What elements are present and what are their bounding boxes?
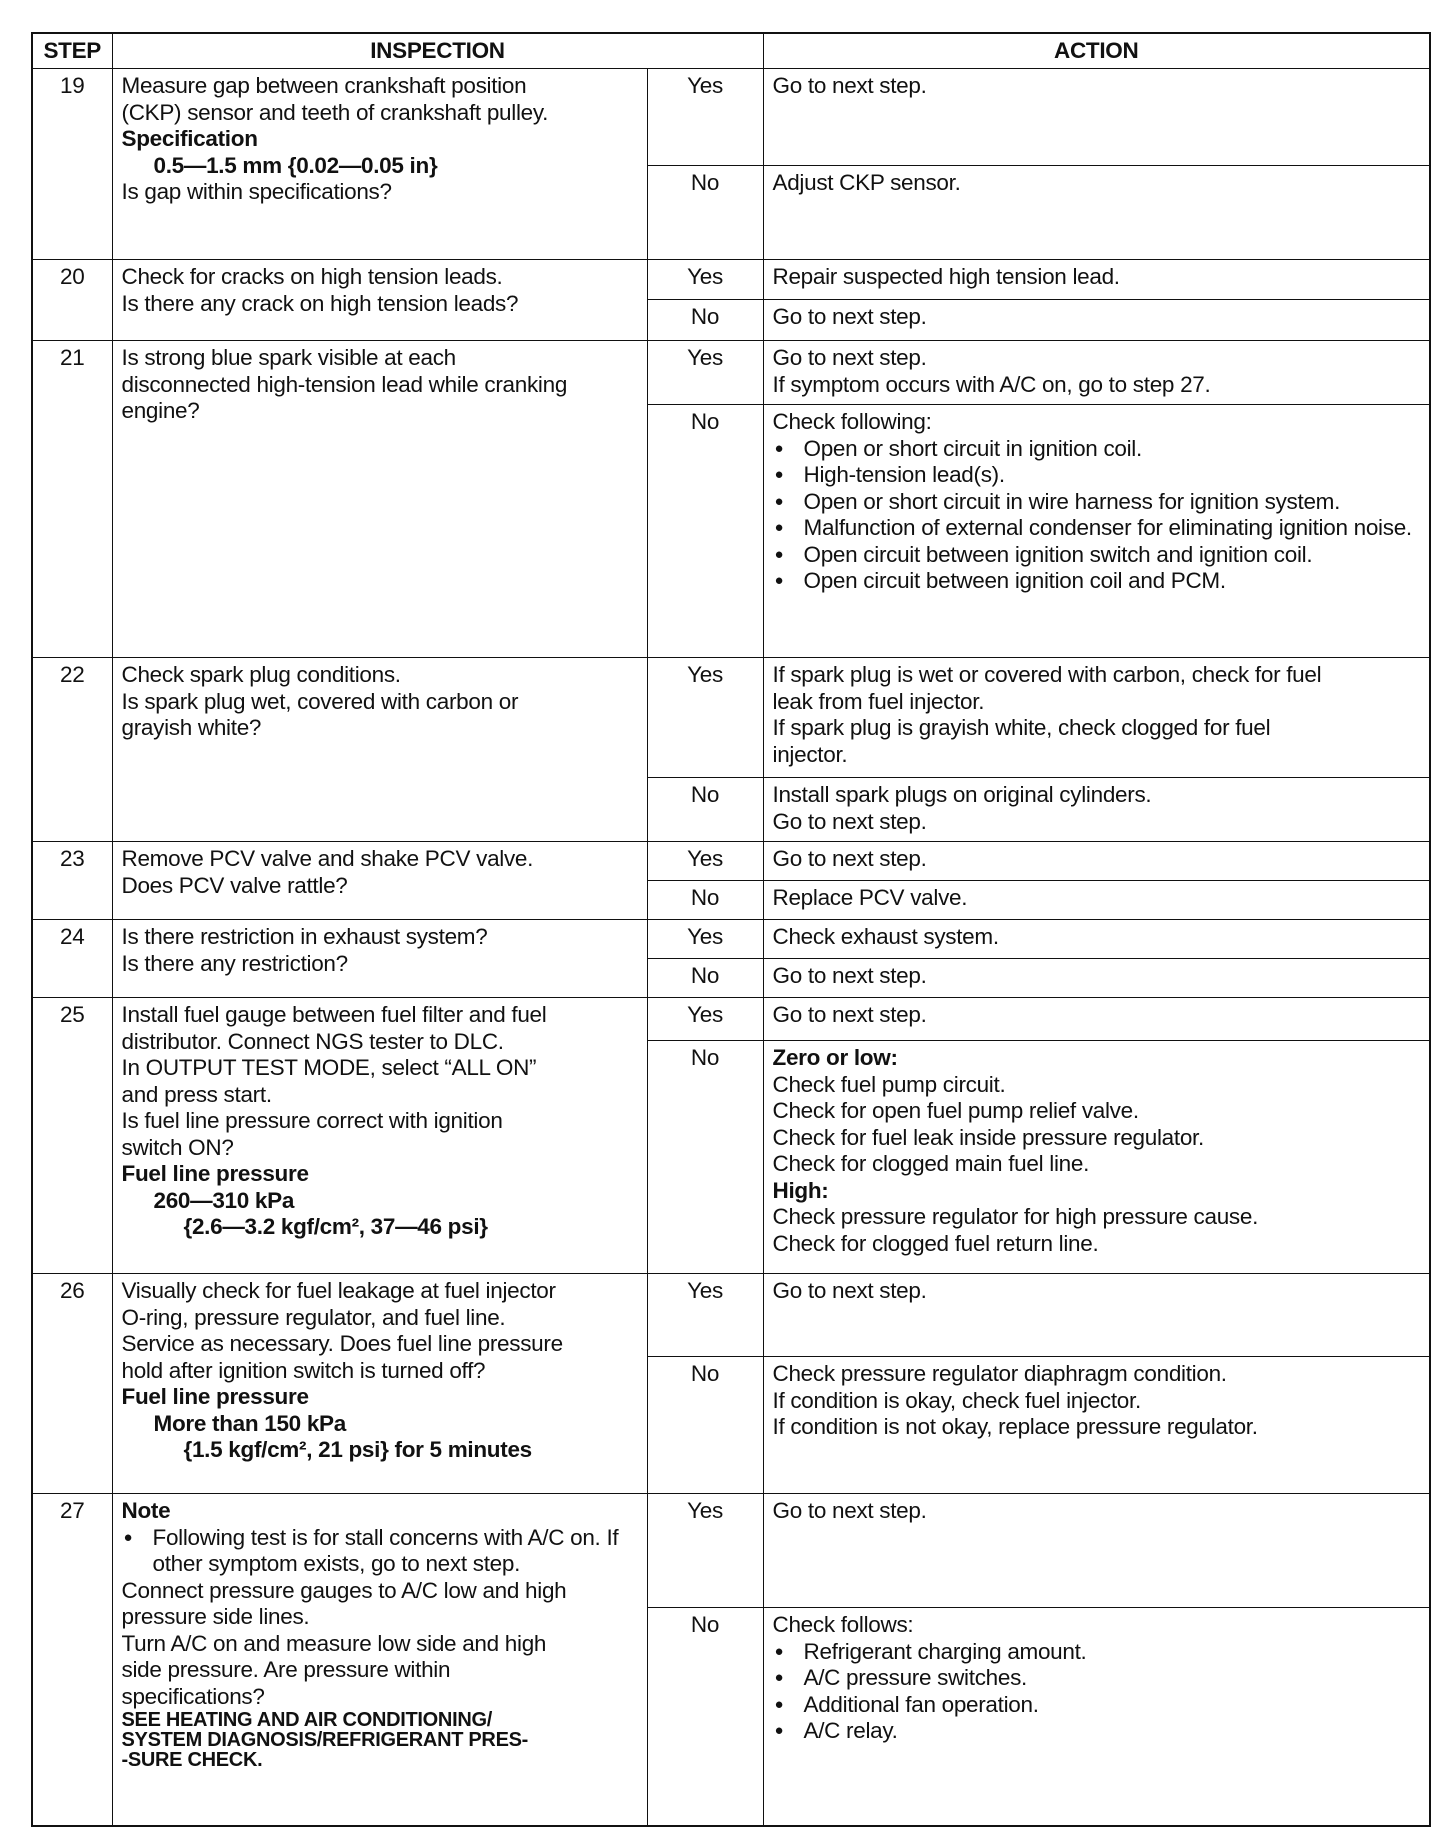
yes-label: Yes — [647, 260, 763, 300]
bold-text — [122, 1498, 638, 1525]
bold-text — [122, 153, 638, 180]
text-line: 0.5—1.5 mm {0.02—0.05 in} — [153, 152, 438, 178]
text-line: Go to next step. — [772, 1002, 927, 1027]
step-number: 19 — [32, 69, 112, 260]
text-block — [122, 1002, 638, 1161]
inspection-cell — [112, 1274, 647, 1494]
text-line: In OUTPUT TEST MODE, select “ALL ON” — [121, 1055, 537, 1080]
bullet-item: ● Additional fan operation. — [773, 1692, 1421, 1719]
text-line: -SURE CHECK. — [121, 1749, 263, 1771]
text-block — [773, 1361, 1421, 1441]
bold-text — [773, 1178, 1421, 1205]
no-action — [763, 1608, 1430, 1826]
no-label: No — [647, 1041, 763, 1274]
bullet-item: ● High-tension lead(s). — [773, 462, 1421, 489]
text-line: switch ON? — [121, 1134, 234, 1160]
text-line: Go to next step. — [772, 808, 927, 834]
text-line: Install fuel gauge between fuel filter and fuel — [121, 1002, 547, 1027]
header-step: STEP — [32, 33, 112, 69]
text-line: Service as necessary. Does fuel line pressure — [121, 1331, 563, 1356]
bullet-item: ● A/C relay. — [773, 1718, 1421, 1745]
step-number: 22 — [32, 658, 112, 842]
step-number: 21 — [32, 341, 112, 658]
text-line: leak from fuel injector. — [772, 688, 985, 714]
bold-text — [122, 1188, 638, 1215]
step-number: 25 — [32, 998, 112, 1274]
yes-action — [763, 341, 1430, 405]
no-label: No — [647, 166, 763, 260]
bold-text — [122, 1411, 638, 1438]
step-row-yes — [32, 1274, 1430, 1357]
text-block — [773, 662, 1421, 768]
no-action — [763, 778, 1430, 842]
text-block — [122, 662, 638, 742]
text-line: Go to next step. — [772, 1498, 927, 1523]
text-line: Connect pressure gauges to A/C low and high — [121, 1577, 567, 1603]
text-line: Check for clogged main fuel line. — [772, 1151, 1090, 1176]
header-action: ACTION — [763, 33, 1430, 69]
text-line: Turn A/C on and measure low side and high — [121, 1630, 547, 1656]
bullet-item: ● Following test is for stall concerns with A/C on. If other symptom exists, go to next step. — [122, 1525, 638, 1578]
text-line: Is strong blue spark visible at each — [121, 345, 456, 370]
no-action — [763, 959, 1430, 998]
no-action — [763, 300, 1430, 341]
text-line: Check exhaust system. — [772, 924, 999, 949]
text-line: SEE HEATING AND AIR CONDITIONING/ — [121, 1709, 492, 1731]
text-line: More than 150 kPa — [153, 1410, 346, 1436]
text-block — [773, 73, 1421, 100]
text-line: {2.6—3.2 kgf/cm², 37—46 psi} — [183, 1214, 488, 1239]
no-action — [763, 881, 1430, 920]
bold-text — [122, 1214, 638, 1241]
text-line: Go to next step. — [772, 345, 927, 370]
text-block — [773, 170, 1421, 197]
no-label: No — [647, 300, 763, 341]
text-line: Zero or low: — [772, 1045, 898, 1070]
text-block — [773, 963, 1421, 990]
no-label: No — [647, 881, 763, 920]
bullet-item: ● Refrigerant charging amount. — [773, 1639, 1421, 1666]
step-number: 27 — [32, 1494, 112, 1826]
text-line: O-ring, pressure regulator, and fuel line. — [121, 1304, 506, 1330]
text-line: Is gap within specifications? — [121, 179, 392, 204]
inspection-cell — [112, 842, 647, 920]
bold-text — [122, 1437, 638, 1464]
step-row-yes — [32, 1494, 1430, 1608]
text-line: Check follows: — [772, 1612, 914, 1637]
yes-label: Yes — [647, 658, 763, 778]
no-label: No — [647, 1357, 763, 1494]
yes-label: Yes — [647, 920, 763, 959]
text-block — [122, 846, 638, 899]
text-block — [122, 924, 638, 977]
text-line: Go to next step. — [772, 1278, 927, 1303]
step-row-yes — [32, 341, 1430, 405]
yes-action — [763, 1494, 1430, 1608]
text-line: SYSTEM DIAGNOSIS/REFRIGERANT PRES- — [121, 1729, 529, 1751]
yes-label: Yes — [647, 998, 763, 1041]
text-block — [773, 304, 1421, 331]
text-line: Check pressure regulator diaphragm condition. — [772, 1361, 1227, 1386]
text-line: hold after ignition switch is turned off? — [121, 1357, 486, 1383]
text-block — [122, 345, 638, 425]
text-line: specifications? — [121, 1683, 265, 1709]
text-block — [773, 264, 1421, 291]
inspection-cell — [112, 341, 647, 658]
text-line: Is there any crack on high tension leads? — [121, 290, 519, 316]
yes-label: Yes — [647, 69, 763, 166]
bold-text — [122, 1161, 638, 1188]
no-action — [763, 1041, 1430, 1274]
inspection-cell — [112, 658, 647, 842]
text-block — [773, 345, 1421, 398]
step-row-yes — [32, 920, 1430, 959]
no-label: No — [647, 405, 763, 658]
step-number: 24 — [32, 920, 112, 998]
text-line: If condition is not okay, replace pressure regulator. — [772, 1414, 1258, 1439]
diagnostic-table — [31, 32, 1431, 1827]
yes-label: Yes — [647, 1494, 763, 1608]
text-block — [122, 1278, 638, 1384]
text-block — [773, 409, 1421, 436]
text-line: Is there restriction in exhaust system? — [121, 924, 488, 949]
text-line: Remove PCV valve and shake PCV valve. — [121, 846, 534, 871]
text-block — [773, 885, 1421, 912]
yes-label: Yes — [647, 1274, 763, 1357]
bullet-item: ● Open circuit between ignition switch and ignition coil. — [773, 542, 1421, 569]
bullet-list — [773, 1639, 1421, 1745]
text-line: 260—310 kPa — [153, 1187, 295, 1213]
text-line: Check spark plug conditions. — [121, 662, 401, 687]
yes-action — [763, 658, 1430, 778]
yes-label: Yes — [647, 842, 763, 881]
inspection-cell — [112, 260, 647, 341]
text-line: Check pressure regulator for high pressure cause. — [772, 1204, 1259, 1229]
text-line: If spark plug is wet or covered with carbon, check for fuel — [772, 662, 1322, 687]
text-line: Does PCV valve rattle? — [121, 872, 348, 898]
step-number: 23 — [32, 842, 112, 920]
text-line: Check for fuel leak inside pressure regulator. — [772, 1124, 1204, 1150]
text-line: Fuel line pressure — [121, 1161, 309, 1186]
yes-action — [763, 998, 1430, 1041]
reference-note — [122, 1710, 638, 1770]
text-line: grayish white? — [121, 715, 262, 740]
step-row-yes — [32, 658, 1430, 778]
text-line: pressure side lines. — [121, 1604, 310, 1629]
no-action — [763, 166, 1430, 260]
bullet-list — [773, 436, 1421, 595]
text-block — [773, 1498, 1421, 1525]
text-line: injector. — [772, 741, 848, 767]
text-line: distributor. Connect NGS tester to DLC. — [121, 1028, 504, 1054]
inspection-cell — [112, 69, 647, 260]
text-line: Check for cracks on high tension leads. — [121, 264, 503, 289]
yes-action — [763, 842, 1430, 881]
bold-text — [773, 1045, 1421, 1072]
text-line: Check following: — [772, 409, 932, 434]
bullet-item: ● Open or short circuit in wire harness for ignition system. — [773, 489, 1421, 516]
text-line: side pressure. Are pressure within — [121, 1657, 451, 1682]
text-block — [773, 1072, 1421, 1178]
text-line: disconnected high-tension lead while cranking — [121, 371, 568, 397]
text-line: High: — [772, 1177, 829, 1203]
text-line: If condition is okay, check fuel injector. — [772, 1387, 1141, 1413]
header-row — [32, 33, 1430, 69]
yes-action — [763, 920, 1430, 959]
text-line: {1.5 kgf/cm², 21 psi} for 5 minutes — [183, 1437, 532, 1462]
text-line: Check for open fuel pump relief valve. — [772, 1098, 1139, 1123]
text-line: Is fuel line pressure correct with ignition — [121, 1108, 503, 1133]
yes-label: Yes — [647, 341, 763, 405]
step-row-yes — [32, 260, 1430, 300]
text-line: Replace PCV valve. — [772, 885, 968, 910]
yes-action — [763, 1274, 1430, 1357]
text-line: Measure gap between crankshaft position — [121, 73, 527, 98]
text-block — [773, 1612, 1421, 1639]
inspection-cell — [112, 1494, 647, 1826]
step-row-yes — [32, 998, 1430, 1041]
text-line: Adjust CKP sensor. — [772, 170, 961, 195]
no-label: No — [647, 1608, 763, 1826]
text-line: Is spark plug wet, covered with carbon or — [121, 688, 519, 714]
bullet-item: ● Open or short circuit in ignition coil. — [773, 436, 1421, 463]
bullet-item: ● A/C pressure switches. — [773, 1665, 1421, 1692]
bold-text — [122, 126, 638, 153]
header-inspection: INSPECTION — [112, 33, 763, 69]
text-line: Visually check for fuel leakage at fuel injector — [121, 1278, 556, 1303]
text-block — [122, 73, 638, 126]
text-line: Is there any restriction? — [121, 950, 348, 976]
text-line: Fuel line pressure — [121, 1384, 309, 1409]
inspection-cell — [112, 998, 647, 1274]
no-label: No — [647, 778, 763, 842]
text-line: Install spark plugs on original cylinders. — [772, 782, 1152, 807]
text-line: If symptom occurs with A/C on, go to step 27. — [772, 371, 1211, 397]
step-row-yes — [32, 69, 1430, 166]
text-line: engine? — [121, 398, 200, 423]
step-row-yes — [32, 842, 1430, 881]
bullet-item: ● Malfunction of external condenser for eliminating ignition noise. — [773, 515, 1421, 542]
yes-action — [763, 69, 1430, 166]
text-line: Repair suspected high tension lead. — [772, 264, 1120, 289]
text-line: Check for clogged fuel return line. — [772, 1230, 1099, 1256]
text-line: Specification — [121, 126, 258, 151]
text-block — [773, 1204, 1421, 1257]
text-line: (CKP) sensor and teeth of crankshaft pulley. — [121, 99, 549, 125]
text-block — [122, 1578, 638, 1711]
text-block — [773, 1002, 1421, 1029]
text-block — [773, 782, 1421, 835]
text-block — [773, 924, 1421, 951]
text-block — [122, 264, 638, 317]
bold-text — [122, 1384, 638, 1411]
text-line: Check fuel pump circuit. — [772, 1071, 1006, 1097]
text-block — [122, 179, 638, 206]
no-action — [763, 405, 1430, 658]
step-number: 20 — [32, 260, 112, 341]
inspection-cell — [112, 920, 647, 998]
no-action — [763, 1357, 1430, 1494]
text-line: If spark plug is grayish white, check clogged for fuel — [772, 715, 1271, 740]
text-line: Go to next step. — [772, 73, 927, 98]
text-line: Go to next step. — [772, 963, 927, 988]
text-line: Go to next step. — [772, 846, 927, 871]
text-block — [773, 846, 1421, 873]
text-block — [773, 1278, 1421, 1305]
text-line: and press start. — [121, 1081, 272, 1107]
text-line: Go to next step. — [772, 304, 927, 329]
no-label: No — [647, 959, 763, 998]
step-number: 26 — [32, 1274, 112, 1494]
text-line: Note — [121, 1498, 171, 1523]
bullet-list — [122, 1525, 638, 1578]
bullet-item: ● Open circuit between ignition coil and PCM. — [773, 568, 1421, 595]
yes-action — [763, 260, 1430, 300]
